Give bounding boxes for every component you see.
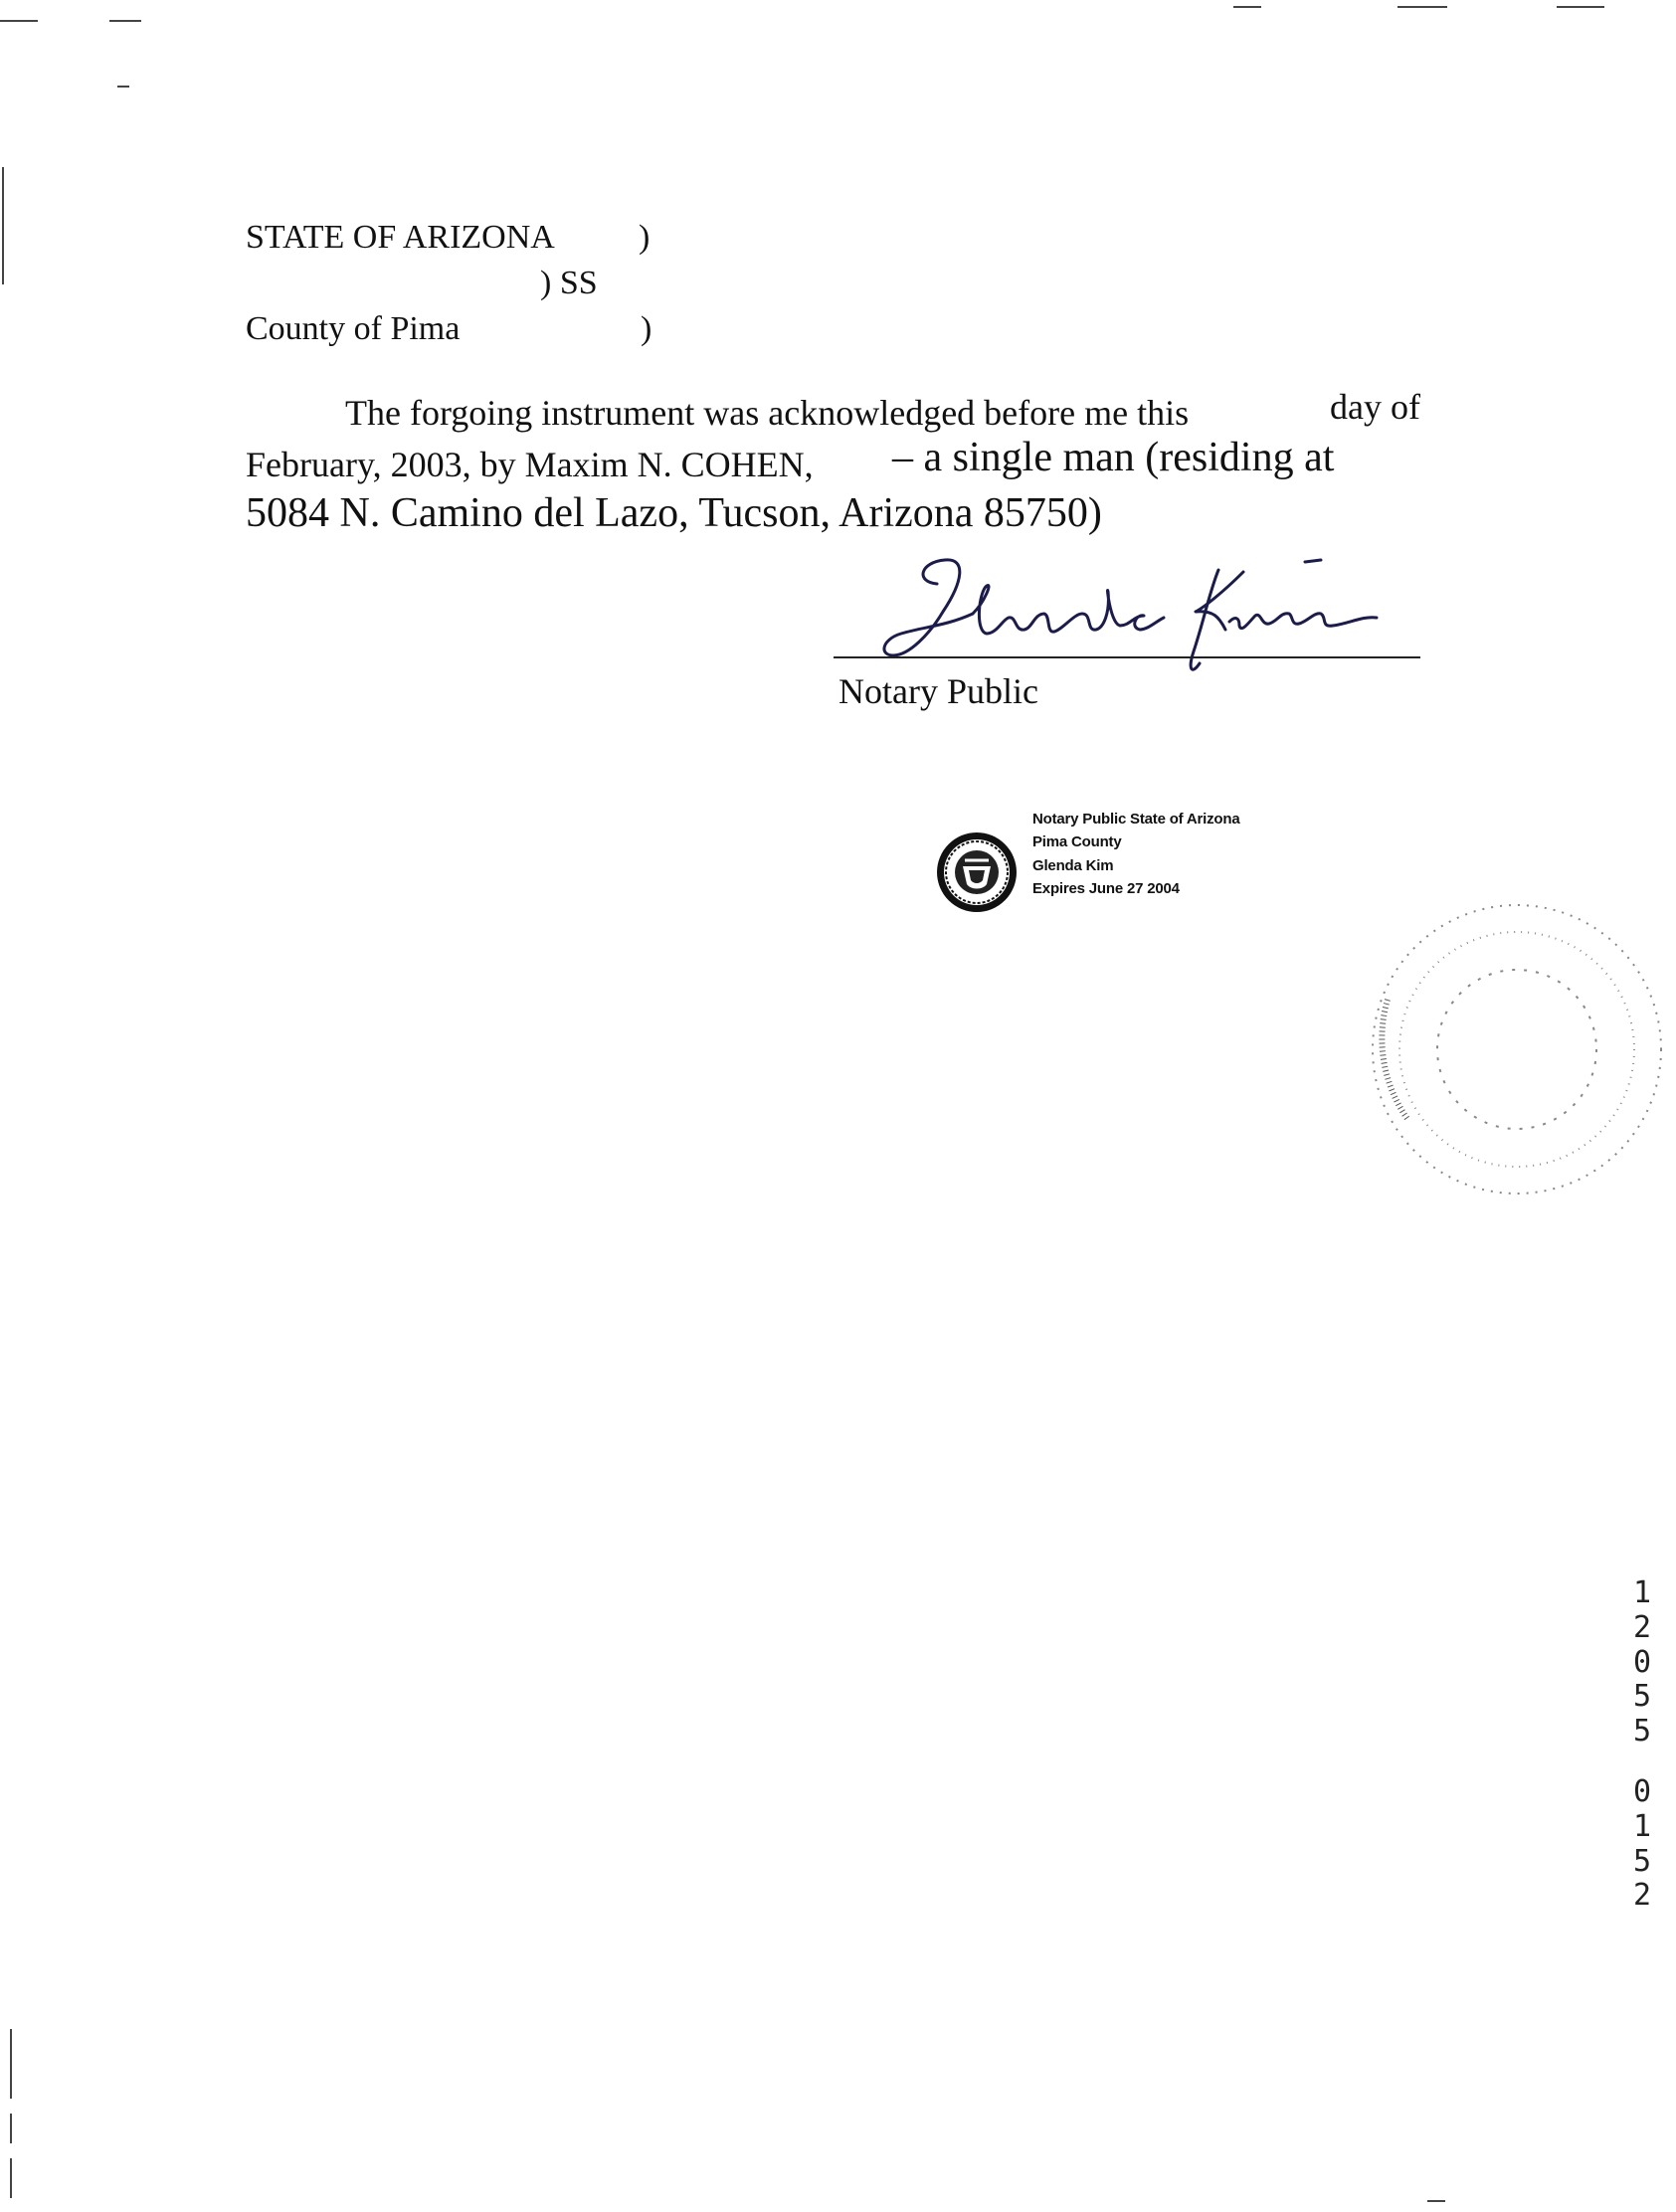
stamp-line-2: Pima County bbox=[1032, 833, 1122, 851]
scan-mark bbox=[1427, 2200, 1445, 2202]
stamp-line-1: Notary Public State of Arizona bbox=[1032, 811, 1240, 828]
doc-number-digit: 0 bbox=[1632, 1773, 1652, 1809]
venue-paren: ) bbox=[641, 310, 652, 347]
scan-mark bbox=[10, 2158, 12, 2198]
document-number bbox=[1625, 1576, 1659, 1914]
scan-mark bbox=[10, 2114, 12, 2143]
scan-mark bbox=[1397, 6, 1447, 8]
doc-number-digit: 5 bbox=[1632, 1714, 1652, 1750]
doc-number-digit: 1 bbox=[1632, 1575, 1652, 1610]
scan-mark bbox=[117, 86, 129, 88]
ss-label: ) SS bbox=[540, 265, 598, 301]
scan-mark bbox=[10, 2029, 12, 2099]
scan-mark bbox=[1557, 6, 1604, 8]
doc-number-digit: 1 bbox=[1632, 1808, 1652, 1844]
notary-signature bbox=[875, 552, 1393, 681]
notary-seal-icon bbox=[935, 830, 1019, 914]
acknowledgment-line-2a: February, 2003, by Maxim N. COHEN, bbox=[246, 445, 814, 484]
notary-public-label: Notary Public bbox=[838, 671, 1038, 711]
scan-mark bbox=[1233, 6, 1261, 8]
doc-number-digit: 0 bbox=[1632, 1644, 1652, 1680]
acknowledgment-line-2b: – a single man (residing at bbox=[892, 435, 1335, 480]
doc-number-digit: 2 bbox=[1632, 1609, 1652, 1645]
acknowledgment-line-1b: day of bbox=[1330, 387, 1420, 427]
stamp-line-4: Expires June 27 2004 bbox=[1032, 879, 1180, 897]
acknowledgment-line-3: 5084 N. Camino del Lazo, Tucson, Arizona 85750) bbox=[246, 490, 1102, 536]
notary-stamp-text bbox=[1032, 808, 1239, 900]
signature-line bbox=[834, 656, 1420, 658]
scan-mark bbox=[0, 20, 38, 22]
doc-number-digit: 5 bbox=[1632, 1679, 1652, 1715]
scan-mark bbox=[2, 167, 4, 284]
scan-mark bbox=[109, 20, 141, 22]
county-line: County of Pima bbox=[246, 310, 461, 347]
acknowledgment-line-1a: The forgoing instrument was acknowledged before me this bbox=[345, 393, 1190, 433]
doc-number-digit: 2 bbox=[1632, 1878, 1652, 1914]
state-line: STATE OF ARIZONA bbox=[246, 219, 555, 256]
venue-paren: ) bbox=[639, 219, 651, 256]
stamp-line-3: Glenda Kim bbox=[1032, 856, 1114, 874]
embossed-seal-icon bbox=[1348, 890, 1676, 1208]
doc-number-digit: 5 bbox=[1632, 1843, 1652, 1879]
